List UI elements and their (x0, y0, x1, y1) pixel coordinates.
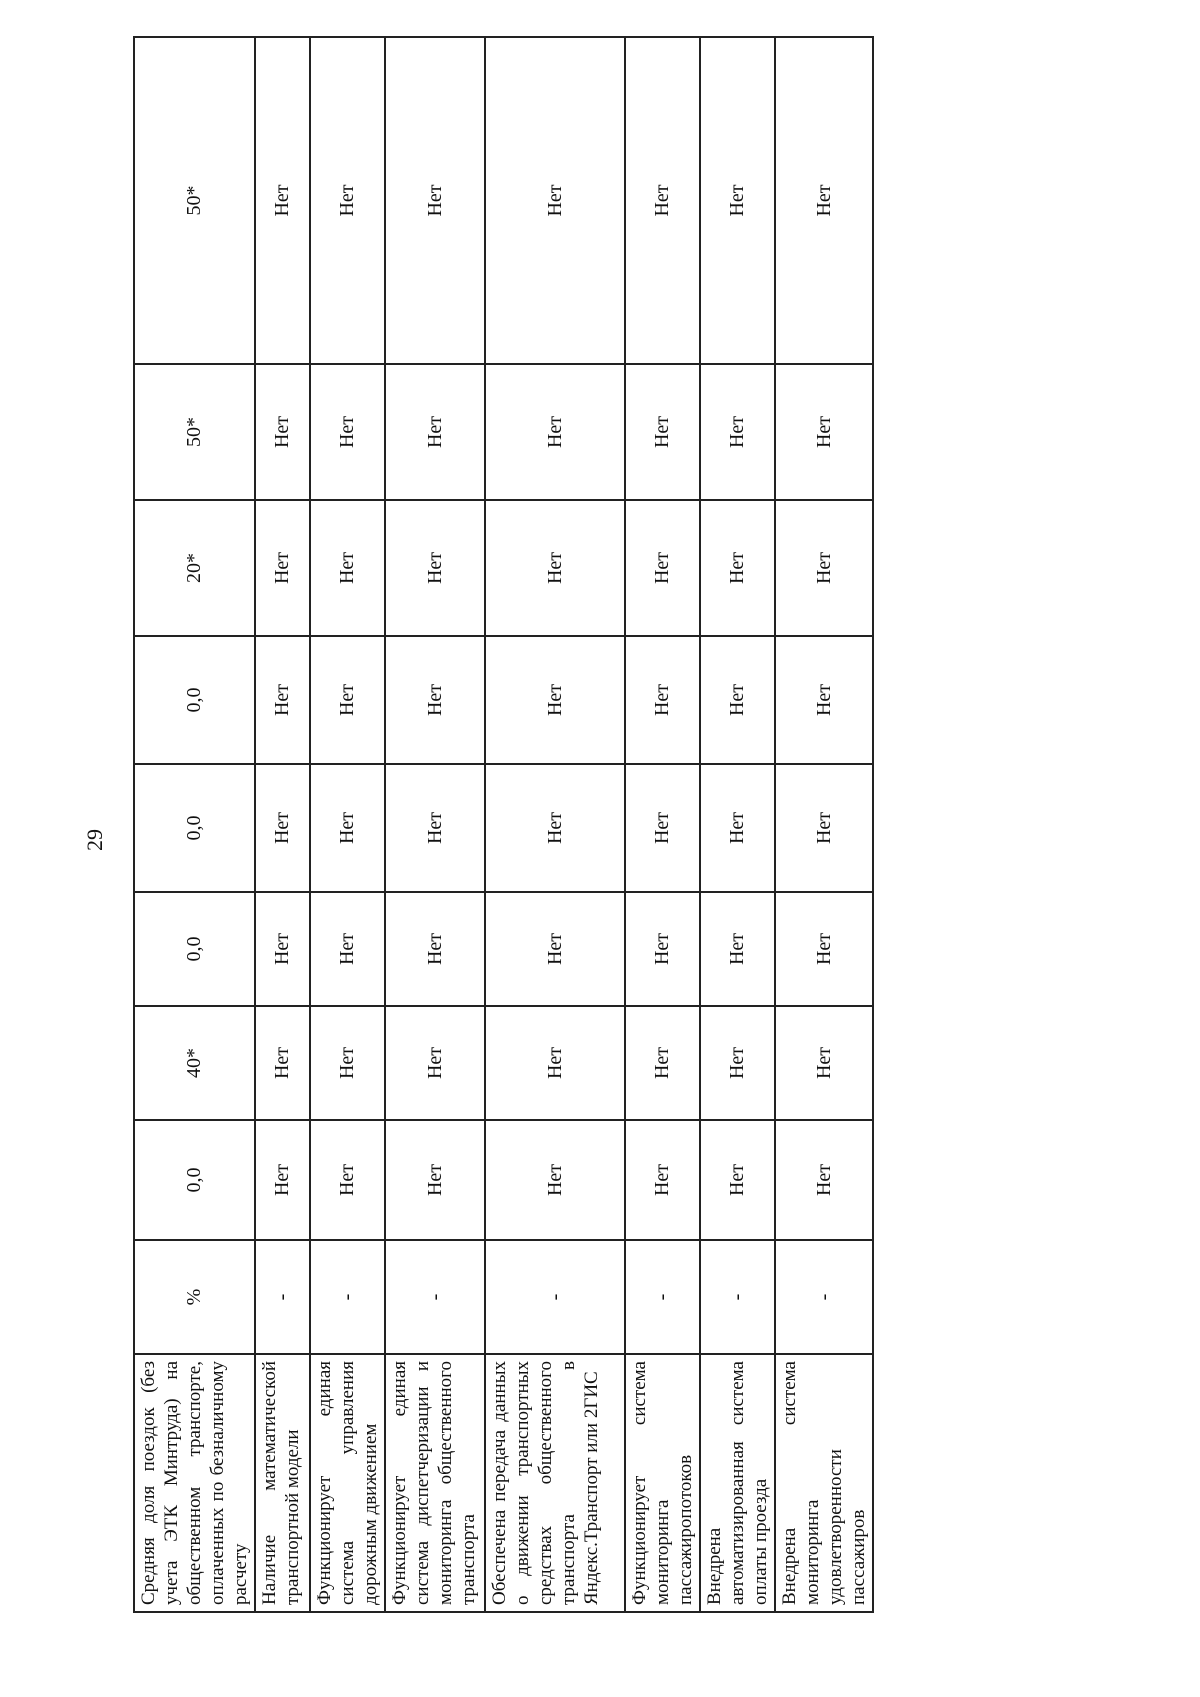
indicator-name-cell: Внедрена система мониторинга удовлетворенности пассажиров (775, 1354, 873, 1612)
value-cell: Нет (625, 764, 700, 892)
unit-cell: % (134, 1240, 255, 1354)
unit-cell: - (310, 1240, 385, 1354)
value-cell: Нет (385, 636, 485, 764)
unit-cell: - (255, 1240, 310, 1354)
value-cell: 0,0 (134, 892, 255, 1006)
value-cell: Нет (775, 1006, 873, 1120)
value-cell: Нет (485, 892, 625, 1006)
value-cell: Нет (775, 1120, 873, 1240)
table-row (255, 37, 310, 1612)
value-cell: Нет (775, 500, 873, 636)
value-cell: Нет (625, 1120, 700, 1240)
unit-cell: - (625, 1240, 700, 1354)
value-cell: Нет (625, 892, 700, 1006)
value-cell: Нет (625, 500, 700, 636)
value-cell: Нет (775, 37, 873, 364)
value-cell: Нет (255, 892, 310, 1006)
table-row (385, 37, 485, 1612)
value-cell: 50* (134, 364, 255, 500)
value-cell: Нет (255, 1006, 310, 1120)
value-cell: Нет (255, 764, 310, 892)
value-cell: 20* (134, 500, 255, 636)
value-cell: Нет (310, 37, 385, 364)
value-cell: Нет (255, 636, 310, 764)
indicator-name-cell: Обеспечена передача данных о движении транспортных средствах общественного транспорта в Яндекс.Транспорт или 2ГИС (485, 1354, 625, 1612)
value-cell: Нет (485, 500, 625, 636)
value-cell: Нет (775, 764, 873, 892)
value-cell: Нет (700, 1120, 775, 1240)
value-cell: Нет (625, 364, 700, 500)
indicator-table-wrapper (133, 138, 869, 1613)
value-cell: Нет (255, 364, 310, 500)
table-row (775, 37, 873, 1612)
value-cell: 40* (134, 1006, 255, 1120)
indicator-name-cell: Внедрена автоматизированная система оплаты проезда (700, 1354, 775, 1612)
value-cell: 0,0 (134, 764, 255, 892)
value-cell: Нет (310, 636, 385, 764)
value-cell: Нет (700, 764, 775, 892)
value-cell: Нет (385, 1006, 485, 1120)
value-cell: 0,0 (134, 1120, 255, 1240)
value-cell: Нет (310, 1120, 385, 1240)
unit-cell: - (485, 1240, 625, 1354)
value-cell: Нет (385, 364, 485, 500)
value-cell: Нет (485, 37, 625, 364)
indicator-name-cell: Функционирует единая система управления дорожным движением (310, 1354, 385, 1612)
value-cell: Нет (700, 636, 775, 764)
value-cell: Нет (485, 636, 625, 764)
indicator-name-cell: Средняя доля поездок (без учета ЭТК Минтруда) на общественном транспорте, оплаченных по безналичному расчету (134, 1354, 255, 1612)
table-row (134, 37, 255, 1612)
value-cell: Нет (625, 37, 700, 364)
value-cell: Нет (385, 764, 485, 892)
value-cell: 0,0 (134, 636, 255, 764)
indicator-table (133, 36, 874, 1613)
unit-cell: - (385, 1240, 485, 1354)
table-row (625, 37, 700, 1612)
value-cell: Нет (775, 364, 873, 500)
value-cell: Нет (700, 500, 775, 636)
value-cell: Нет (310, 764, 385, 892)
value-cell: Нет (775, 892, 873, 1006)
value-cell: Нет (625, 1006, 700, 1120)
value-cell: Нет (385, 37, 485, 364)
page-number: 29 (82, 829, 107, 851)
indicator-name-cell: Функционирует система мониторинга пассажиропотоков (625, 1354, 700, 1612)
value-cell: Нет (255, 1120, 310, 1240)
value-cell: Нет (700, 1006, 775, 1120)
value-cell: Нет (485, 364, 625, 500)
indicator-name-cell: Наличие математической транспортной модели (255, 1354, 310, 1612)
value-cell: Нет (700, 37, 775, 364)
value-cell: Нет (385, 892, 485, 1006)
indicator-table-rotated (133, 138, 869, 1613)
value-cell: Нет (775, 636, 873, 764)
value-cell: Нет (485, 1120, 625, 1240)
table-row (485, 37, 625, 1612)
value-cell: Нет (385, 500, 485, 636)
value-cell: 50* (134, 37, 255, 364)
value-cell: Нет (485, 1006, 625, 1120)
value-cell: Нет (310, 1006, 385, 1120)
value-cell: Нет (385, 1120, 485, 1240)
value-cell: Нет (255, 500, 310, 636)
value-cell: Нет (700, 892, 775, 1006)
unit-cell: - (775, 1240, 873, 1354)
value-cell: Нет (255, 37, 310, 364)
value-cell: Нет (485, 764, 625, 892)
value-cell: Нет (310, 500, 385, 636)
table-row (310, 37, 385, 1612)
indicator-name-cell: Функционирует единая система диспетчеризации и мониторинга общественного транспорта (385, 1354, 485, 1612)
table-body (134, 37, 873, 1612)
table-row (700, 37, 775, 1612)
value-cell: Нет (310, 364, 385, 500)
value-cell: Нет (700, 364, 775, 500)
unit-cell: - (700, 1240, 775, 1354)
value-cell: Нет (310, 892, 385, 1006)
value-cell: Нет (625, 636, 700, 764)
